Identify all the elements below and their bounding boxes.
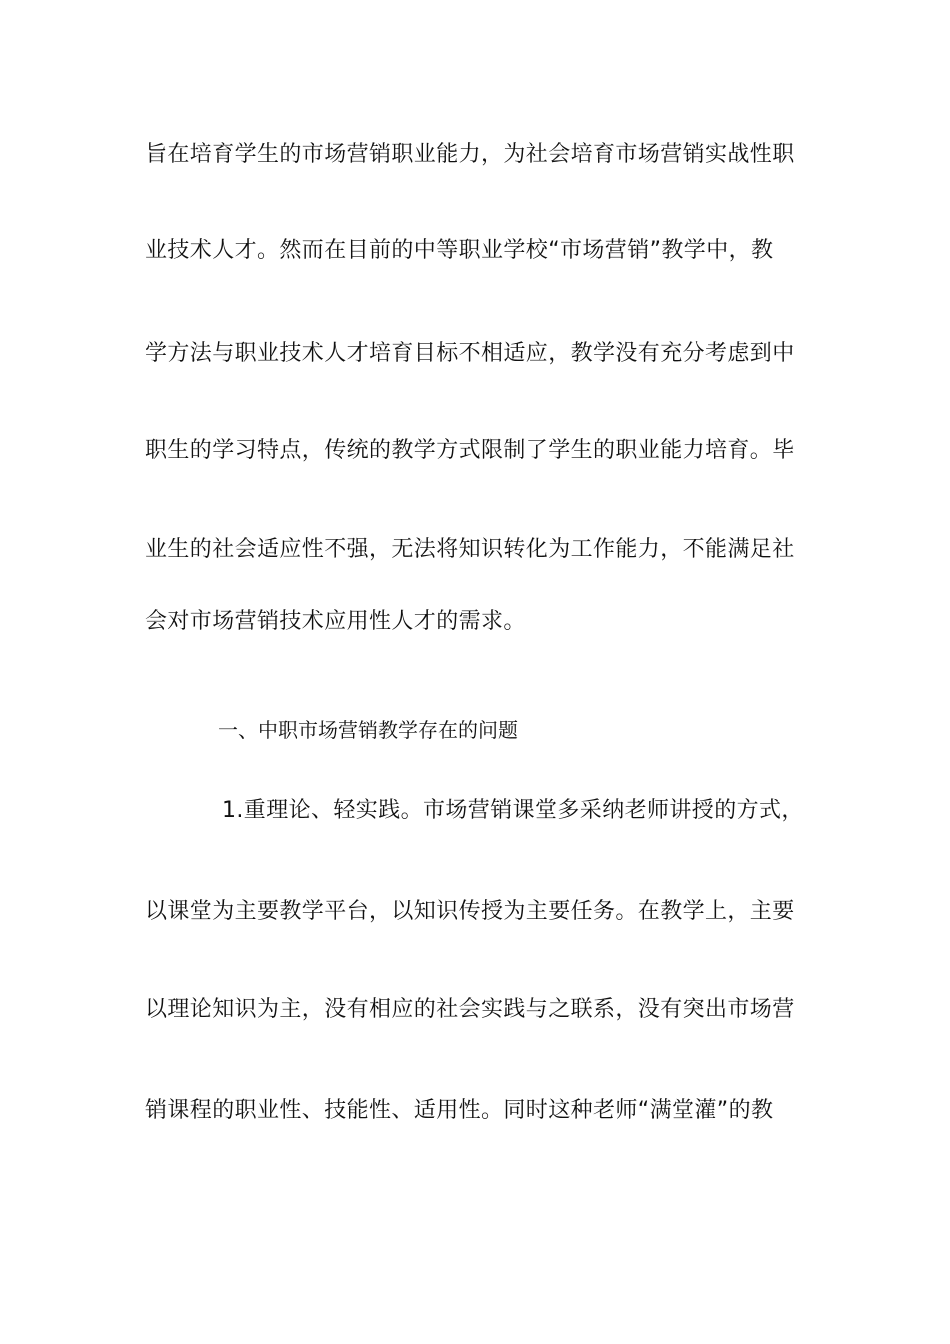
section-heading: 一、中职市场营销教学存在的问题 (218, 718, 518, 742)
paragraph-line: 业技术人才。然而在目前的中等职业学校“市场营销”教学中，教 (145, 238, 774, 263)
paragraph-line: 会对市场营销技术应用性人才的需求。 (145, 609, 526, 634)
paragraph-line: 以课堂为主要教学平台，以知识传授为主要任务。在教学上，主要 (145, 899, 795, 924)
paragraph-line: 职生的学习特点，传统的教学方式限制了学生的职业能力培育。毕 (145, 438, 795, 463)
paragraph-line: 以理论知识为主，没有相应的社会实践与之联系，没有突出市场营 (145, 997, 795, 1022)
paragraph-line: 销课程的职业性、技能性、适用性。同时这种老师“满堂灌”的教 (145, 1098, 774, 1123)
paragraph-first-line: 1.重理论、轻实践。市场营销课堂多采纳老师讲授的方式， (222, 798, 804, 823)
paragraph-line: 业生的社会适应性不强，无法将知识转化为工作能力，不能满足社 (145, 537, 795, 562)
paragraph-line: 旨在培育学生的市场营销职业能力，为社会培育市场营销实战性职 (145, 142, 795, 167)
paragraph-line: 学方法与职业技术人才培育目标不相适应，教学没有充分考虑到中 (145, 341, 795, 366)
